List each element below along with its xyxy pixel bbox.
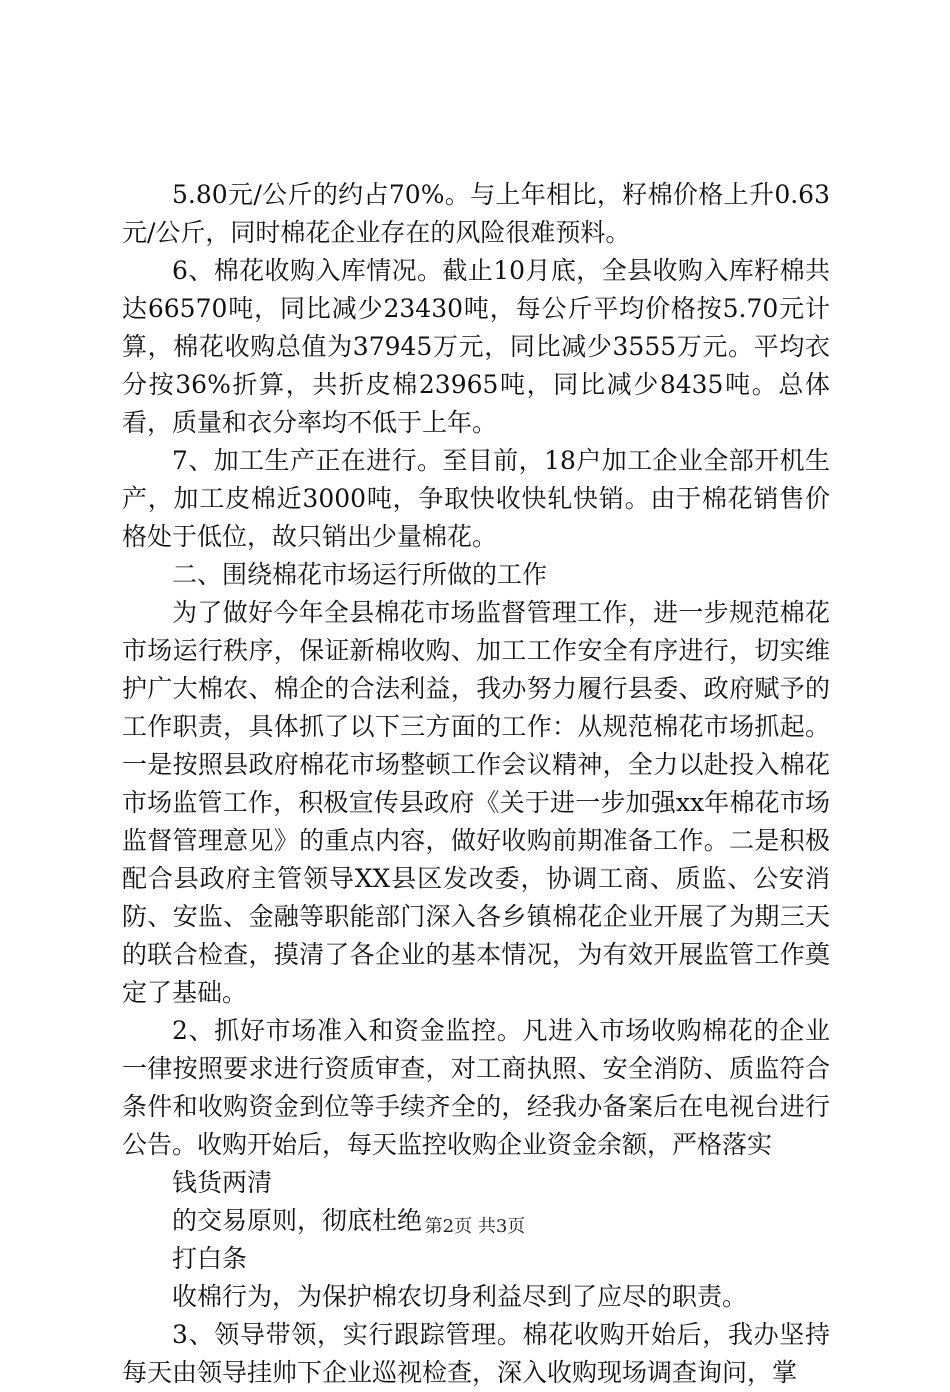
document-body [122,176,830,1392]
line-iou: 打白条 [172,1244,248,1273]
paragraph-price: 5.80元/公斤的约占70%。与上年相比，籽棉价格上升0.63元/公斤，同时棉花企业存在的风险很难预料。 [122,180,830,247]
paragraph-processing: 7、加工生产正在进行。至目前，18户加工企业全部开机生产，加工皮棉近3000吨，争取快收快轧快销。由于棉花销售价格处于低位，故只销出少量棉花。 [122,446,830,551]
paragraph-market-access: 2、抓好市场准入和资金监控。凡进入市场收购棉花的企业一律按照要求进行资质审查，对工商执照、安全消防、质监符合条件和收购资金到位等手续齐全的，经我办备案后在电视台进行公告。收购开始后，每天监控收购企业资金余额，严格落实 [122,1016,830,1159]
section-heading-work: 二、围绕棉花市场运行所做的工作 [172,560,548,589]
paragraph-leadership: 3、领导带领，实行跟踪管理。棉花收购开始后，我办坚持每天由领导挂帅下企业巡视检查，深入收购现场调查询问，掌 [122,1320,830,1387]
paragraph-purchase-storage: 6、棉花收购入库情况。截止10月底，全县收购入库籽棉共达66570吨，同比减少23430吨，每公斤平均价格按5.70元计算，棉花收购总值为37945万元，同比减少3555万元。平均衣分按36%折算，共折皮棉23965吨，同比减少8435吨。总体看，质量和衣分率均不低于上年。 [122,256,830,437]
line-purchase-behavior: 收棉行为，为保护棉农切身利益尽到了应尽的职责。 [172,1282,748,1311]
page-footer: 第2页 共3页 [424,1216,526,1237]
line-trade-principle: 的交易原则，彻底杜绝 [172,1206,423,1235]
paragraph-market-regulation: 为了做好今年全县棉花市场监督管理工作，进一步规范棉花市场运行秩序，保证新棉收购、加工工作安全有序进行，切实维护广大棉农、棉企的合法利益，我办努力履行县委、政府赋予的工作职责，具体抓了以下三方面的工作：从规范棉花市场抓起。一是按照县政府棉花市场整顿工作会议精神，全力以赴投入棉花市场监管工作，积极宣传县政府《关于进一步加强xx年棉花市场监督管理意见》的重点内容，做好收购前期准备工作。二是积极配合县政府主管领导XX县区发改委，协调工商、质监、公安消防、安监、金融等职能部门深入各乡镇棉花企业开展了为期三天的联合检查，摸清了各企业的基本情况，为有效开展监管工作奠定了基础。 [122,598,830,1007]
line-money-goods: 钱货两清 [172,1168,273,1197]
